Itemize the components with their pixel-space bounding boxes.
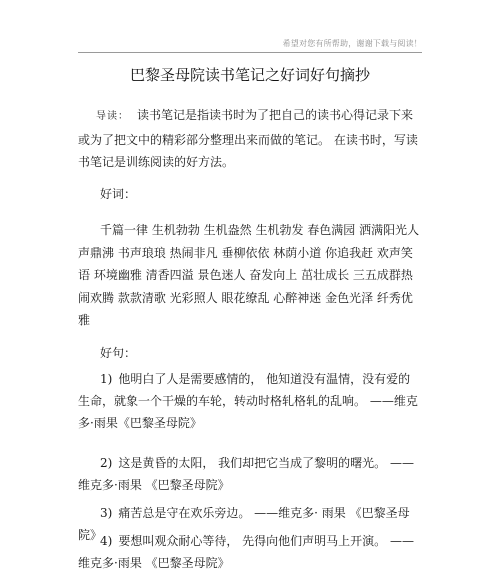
intro-lead: 导读： xyxy=(96,111,129,122)
intro-text: 读书笔记是指读书时为了把自己的读书心得记录下来或为了把文中的精彩部分整理出来而做的笔记。 在读书时，写读书笔记是训练阅读的好方法。 xyxy=(78,108,418,169)
sentence-number: 1) xyxy=(100,372,113,386)
words-heading: 好词： xyxy=(100,187,137,201)
sentence-number: 2) xyxy=(100,456,113,470)
document-title: 巴黎圣母院读书笔记之好词好句摘抄 xyxy=(129,66,370,84)
intro-paragraph xyxy=(78,104,422,174)
sentence-text: 这是黄昏的太阳， 我们却把它当成了黎明的曙光。 ——维克多·雨果 《巴黎圣母院》 xyxy=(78,456,414,492)
sentence-number: 3) xyxy=(100,506,113,520)
sentence-text: 痛苦总是守在欢乐旁边。 ——维克多· 雨果 《巴黎圣母院》 xyxy=(78,506,410,542)
sentences-heading: 好句： xyxy=(100,346,137,360)
words-list: 千篇一律 生机勃勃 生机盎然 生机勃发 春色满园 洒满阳光人声鼎沸 书声琅琅 热闹非凡 垂柳依依 林荫小道 你追我赶 欢声笑语 环境幽雅 清香四溢 景色迷人 奋发向上 茁壮成长 三五成群热闹欢腾 款款清歌 光彩照人 眼花缭乱 心醉神迷 金色光泽 纤秀优雅 xyxy=(78,223,420,327)
sentence-item xyxy=(78,452,422,496)
sentence-text: 要想叫观众耐心等待， 先得向他们声明马上开演。 ——维克多·雨果 《巴黎圣母院》 xyxy=(78,534,414,570)
header-divider xyxy=(78,52,422,53)
header-note: 希望对您有所帮助，谢谢下载与阅读！ xyxy=(282,39,422,48)
sentence-item xyxy=(78,368,422,434)
sentence-number: 4) xyxy=(100,534,113,548)
sentence-item xyxy=(78,530,422,574)
sentence-text: 他明白了人是需要感情的， 他知道没有温情，没有爱的生命，就象一个干燥的车轮，转动时格轧格轧的乱响。 ——维克多·雨果《巴黎圣母院》 xyxy=(78,372,418,430)
